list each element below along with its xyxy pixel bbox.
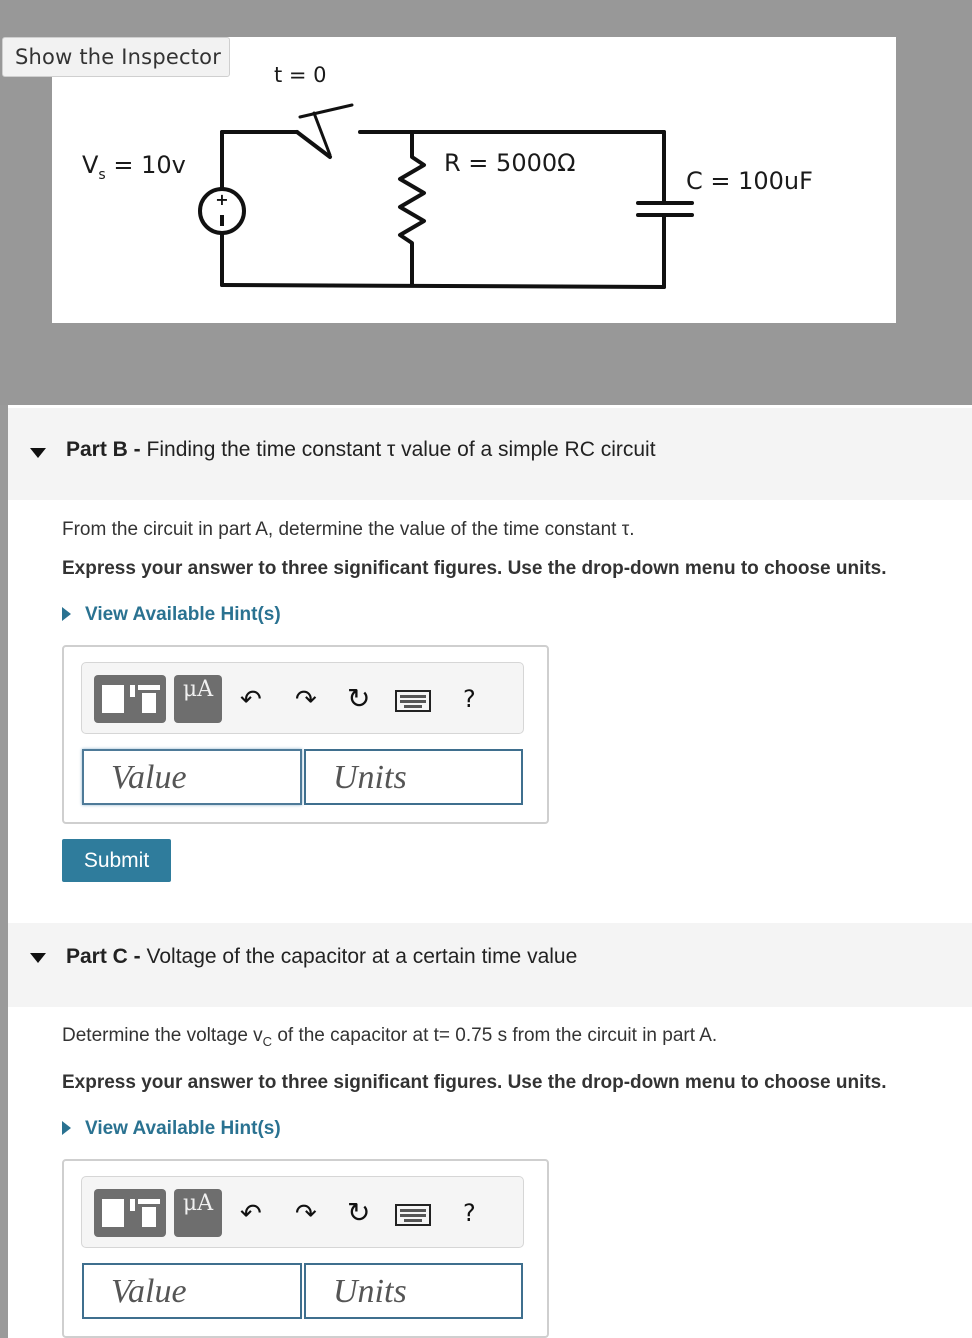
part-c-label: Part C -	[66, 945, 141, 968]
show-inspector-button[interactable]: Show the Inspector	[2, 37, 230, 77]
keyboard-icon[interactable]	[394, 1199, 432, 1239]
undo-icon[interactable]: ↶	[240, 1198, 262, 1228]
redo-icon[interactable]: ↷	[295, 684, 317, 714]
part-b-instruction: Express your answer to three significant figures. Use the drop-down menu to choose units.	[62, 558, 887, 579]
value-input[interactable]: Value	[82, 749, 302, 805]
help-icon[interactable]: ?	[463, 1199, 476, 1227]
collapse-caret-icon[interactable]	[30, 953, 46, 963]
part-c-prompt	[62, 1025, 717, 1049]
source-value: = 10v	[105, 151, 186, 179]
expand-triangle-icon	[62, 1121, 71, 1135]
part-b-answer-box	[62, 645, 549, 824]
part-c-hint-link[interactable]	[62, 1118, 281, 1140]
part-b-header[interactable]	[8, 408, 972, 500]
redo-icon[interactable]: ↷	[295, 1198, 317, 1228]
part-b-hint-text: View Available Hint(s)	[85, 604, 281, 625]
help-icon[interactable]: ?	[463, 685, 476, 713]
capacitor-label: C = 100uF	[686, 167, 813, 195]
units-button[interactable]: μA	[174, 675, 222, 723]
math-toolbar	[81, 1176, 524, 1248]
source-subscript: s	[98, 166, 106, 183]
units-dropdown[interactable]: Units	[304, 1263, 523, 1319]
part-c-instruction: Express your answer to three significant figures. Use the drop-down menu to choose units.	[62, 1072, 887, 1093]
wire-bottom	[222, 285, 664, 287]
source-symbol: V	[82, 151, 99, 179]
figure-panel	[0, 0, 972, 405]
templates-icon	[94, 1189, 166, 1237]
undo-icon[interactable]: ↶	[240, 684, 262, 714]
part-b-title	[66, 438, 656, 462]
part-c-prompt-subscript: C	[262, 1033, 273, 1049]
keyboard-shape	[394, 1202, 432, 1228]
part-c-answer-box	[62, 1159, 549, 1338]
keyboard-icon[interactable]	[394, 685, 432, 725]
resistor-label: R = 5000Ω	[444, 149, 576, 177]
value-input[interactable]: Value	[82, 1263, 302, 1319]
source-label	[82, 151, 186, 183]
templates-icon	[94, 675, 166, 723]
svg-text:+: +	[215, 190, 229, 209]
switch-arm	[300, 105, 352, 117]
part-b-prompt: From the circuit in part A, determine the value of the time constant τ.	[62, 519, 635, 540]
expand-triangle-icon	[62, 607, 71, 621]
units-button[interactable]: μA	[174, 1189, 222, 1237]
part-b-hint-link[interactable]	[62, 604, 281, 626]
math-toolbar	[81, 662, 524, 734]
templates-button[interactable]	[94, 675, 166, 723]
part-c-title	[66, 945, 577, 969]
resistor-zigzag	[400, 132, 424, 285]
part-c-prompt-end: of the capacitor at t= 0.75 s from the circuit in part A.	[272, 1025, 718, 1046]
collapse-caret-icon[interactable]	[30, 448, 46, 458]
part-c-title-text: Voltage of the capacitor at a certain time value	[140, 945, 578, 968]
part-c-prompt-start: Determine the voltage v	[62, 1025, 263, 1046]
part-b-label: Part B -	[66, 438, 141, 461]
submit-button[interactable]: Submit	[62, 839, 171, 882]
part-c-header[interactable]	[8, 923, 972, 1007]
part-c-hint-text: View Available Hint(s)	[85, 1118, 281, 1139]
switch-label: t = 0	[274, 63, 327, 87]
reset-icon[interactable]: ↻	[347, 683, 371, 714]
part-b-title-text: Finding the time constant τ value of a simple RC circuit	[140, 438, 656, 461]
circuit-diagram	[52, 37, 896, 323]
templates-button[interactable]	[94, 1189, 166, 1237]
keyboard-shape	[394, 688, 432, 714]
units-dropdown[interactable]: Units	[304, 749, 523, 805]
left-border	[0, 405, 8, 1338]
reset-icon[interactable]: ↻	[347, 1197, 371, 1228]
